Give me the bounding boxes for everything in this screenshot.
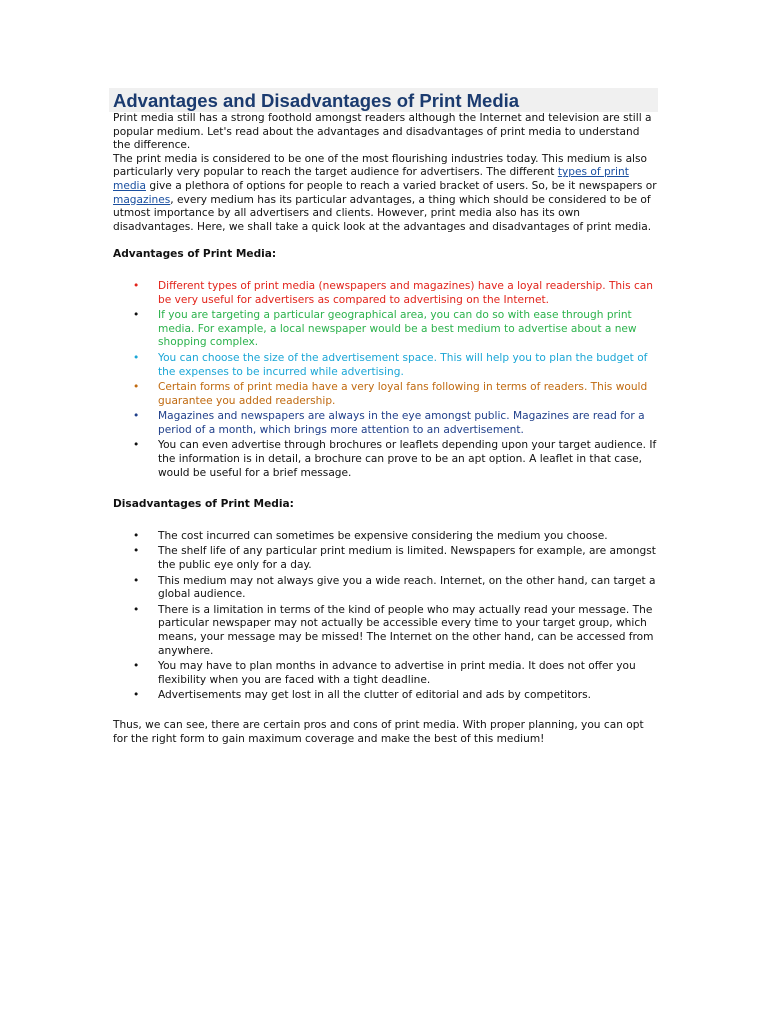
list-item — [113, 410, 658, 437]
disadvantage-text: You may have to plan months in advance to advertise in print media. It does not offer you flexibility when you are faced with a tight deadline. — [158, 660, 636, 686]
list-item — [113, 575, 658, 602]
title-band — [109, 88, 658, 112]
disadvantage-text: There is a limitation in terms of the kind of people who may actually read your message. The particular newspaper may not actually be accessible every time to your target group, which means, your message may be missed! The Internet on the other hand, can be accessed from anywhere. — [158, 603, 654, 657]
list-item — [113, 604, 658, 658]
disadvantage-text: The cost incurred can sometimes be expensive considering the medium you choose. — [158, 529, 608, 542]
list-item — [113, 309, 658, 350]
list-item — [113, 439, 658, 480]
bullet-icon: • — [133, 351, 140, 364]
overview-paragraph — [113, 153, 658, 235]
magazines-link[interactable]: magazines — [113, 193, 171, 206]
list-item — [113, 545, 658, 572]
disadvantages-heading: Disadvantages of Print Media: — [113, 498, 294, 511]
disadvantage-text: The shelf life of any particular print medium is limited. Newspapers for example, are amongst the public eye only for a day. — [158, 545, 656, 572]
closing-paragraph: Thus, we can see, there are certain pros and cons of print media. With proper planning, you can opt for the right form to gain maximum coverage and make the best of this medium! — [113, 718, 644, 745]
list-item — [113, 660, 658, 687]
bullet-icon: • — [133, 309, 140, 322]
advantage-text: Certain forms of print media have a very loyal fans following in terms of readers. This would guarantee you added readership. — [158, 381, 648, 407]
list-item — [113, 381, 658, 408]
list-item — [113, 352, 658, 379]
bullet-icon: • — [133, 529, 140, 542]
advantage-text: Different types of print media (newspapers and magazines) have a loyal readership. This can be very useful for advertisers as compared to advertising on the Internet. — [158, 279, 654, 306]
intro-paragraph: Print media still has a strong foothold amongst readers although the Internet and television are still a popular medium. Let's read about the advantages and disadvantages of print media to understand the difference. — [113, 112, 652, 152]
disadvantages-list — [113, 530, 658, 703]
advantage-text: If you are targeting a particular geographical area, you can do so with ease through print media. For example, a local newspaper would be a best medium to advertise about a new shopping complex. — [158, 309, 637, 349]
bullet-icon: • — [133, 381, 140, 394]
document-page — [113, 88, 658, 746]
advantage-text: You can choose the size of the advertisement space. This will help you to plan the budget of the expenses to be incurred while advertising. — [158, 351, 648, 378]
list-item — [113, 530, 658, 544]
advantages-list — [113, 280, 658, 480]
bullet-icon: • — [133, 689, 140, 702]
list-item — [113, 280, 658, 307]
bullet-icon: • — [133, 603, 140, 616]
overview-text-c: , every medium has its particular advantages, a thing which should be considered to be of utmost importance by all advertisers and clients. However, print media also has its own disadvantages. Here, we shall take a quick look at the advantages and disadvantages of print media. — [113, 193, 652, 233]
bullet-icon: • — [133, 279, 140, 292]
disadvantage-text: Advertisements may get lost in all the clutter of editorial and ads by competitors. — [158, 689, 591, 702]
bullet-icon: • — [133, 545, 140, 558]
overview-text-a: The print media is considered to be one of the most flourishing industries today. This medium is also particularly very popular to reach the target audience for advertisers. The different — [113, 152, 648, 179]
list-item — [113, 689, 658, 703]
bullet-icon: • — [133, 410, 140, 423]
overview-text-b: give a plethora of options for people to reach a varied bracket of users. So, be it newspapers or — [146, 179, 657, 192]
advantage-text: Magazines and newspapers are always in the eye amongst public. Magazines are read for a period of a month, which brings more attention to an advertisement. — [158, 410, 645, 436]
bullet-icon: • — [133, 574, 140, 587]
types-of-print-media-link[interactable]: types of print media — [113, 166, 629, 192]
advantages-heading: Advantages of Print Media: — [113, 248, 277, 261]
bullet-icon: • — [133, 439, 140, 452]
advantage-text: You can even advertise through brochures or leaflets depending upon your target audience. If the information is in detail, a brochure can prove to be an apt option. A leaflet in that case, would be useful for a brief message. — [158, 439, 657, 479]
bullet-icon: • — [133, 660, 140, 673]
page-title: Advantages and Disadvantages of Print Media — [113, 90, 520, 111]
disadvantage-text: This medium may not always give you a wide reach. Internet, on the other hand, can target a global audience. — [158, 574, 656, 601]
